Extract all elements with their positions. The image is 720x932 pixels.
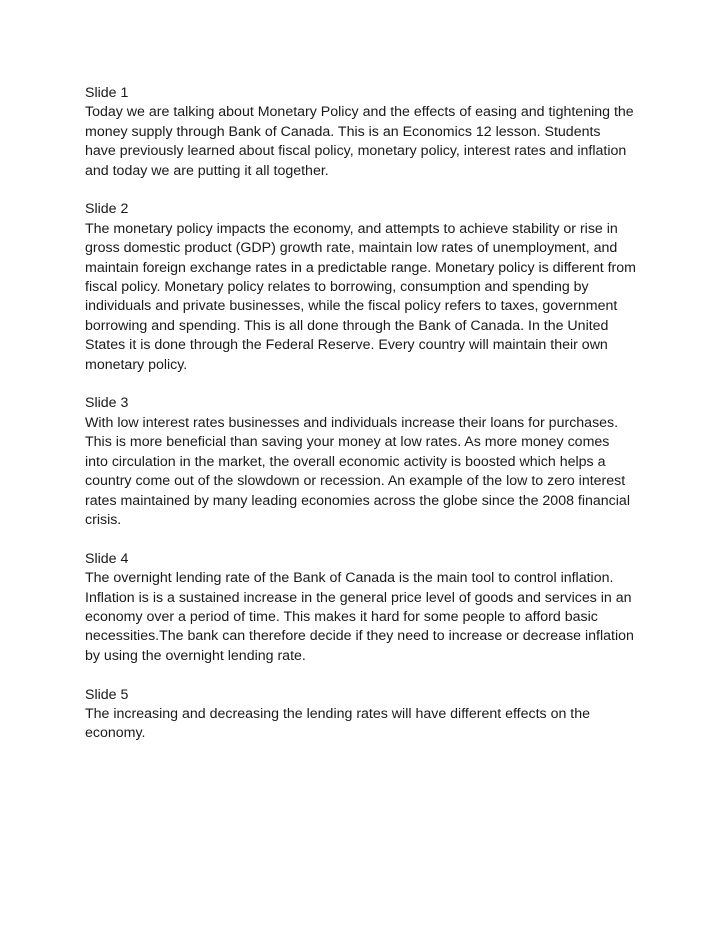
- slide-1-body: Today we are talking about Monetary Policy and the effects of easing and tightening the money supply through Bank of Canada. This is an Economics 12 lesson. Students have previously learned about fiscal policy, monetary policy, interest rates and inflation and today we are putting it all together.: [85, 104, 634, 179]
- document-page: [85, 84, 645, 763]
- slide-2-body: The monetary policy impacts the economy, and attempts to achieve stability or rise in gross domestic product (GDP) growth rate, maintain low rates of unemployment, and maintain foreign exchange rates in a predictable range. Monetary policy is different from fiscal policy. Monetary policy relates to borrowing, consumption and spending by individuals and private businesses, while the fiscal policy refers to taxes, government borrowing and spending. This is all done through the Bank of Canada. In the United States it is done through the Federal Reserve. Every country will maintain their own monetary policy.: [85, 220, 636, 373]
- slide-5-section: [85, 686, 645, 744]
- slide-4-body: The overnight lending rate of the Bank of Canada is the main tool to control inflation. Inflation is is a sustained increase in the general price level of goods and services in an economy over a period of time. This makes it hard for some people to afford basic necessities.The bank can therefore decide if they need to increase or decrease inflation by using the overnight lending rate.: [85, 570, 634, 664]
- slide-1-section: [85, 84, 645, 181]
- slide-2-heading: Slide 2: [85, 201, 129, 218]
- slide-4-heading: Slide 4: [85, 550, 129, 567]
- slide-3-section: [85, 394, 645, 530]
- slide-5-heading: Slide 5: [85, 686, 129, 703]
- slide-4-section: [85, 550, 645, 666]
- slide-1-heading: Slide 1: [85, 85, 129, 101]
- slide-3-body: With low interest rates businesses and individuals increase their loans for purchases. This is more beneficial than saving your money at low rates. As more money comes into circulation in the market, the overall economic activity is boosted which helps a country come out of the slowdown or recession. An example of the low to zero interest rates maintained by many leading economies across the globe since the 2008 financial crisis.: [85, 414, 630, 528]
- slide-3-heading: Slide 3: [85, 395, 129, 412]
- slide-2-section: [85, 200, 645, 375]
- slide-5-body: The increasing and decreasing the lending rates will have different effects on the economy.: [85, 705, 591, 742]
